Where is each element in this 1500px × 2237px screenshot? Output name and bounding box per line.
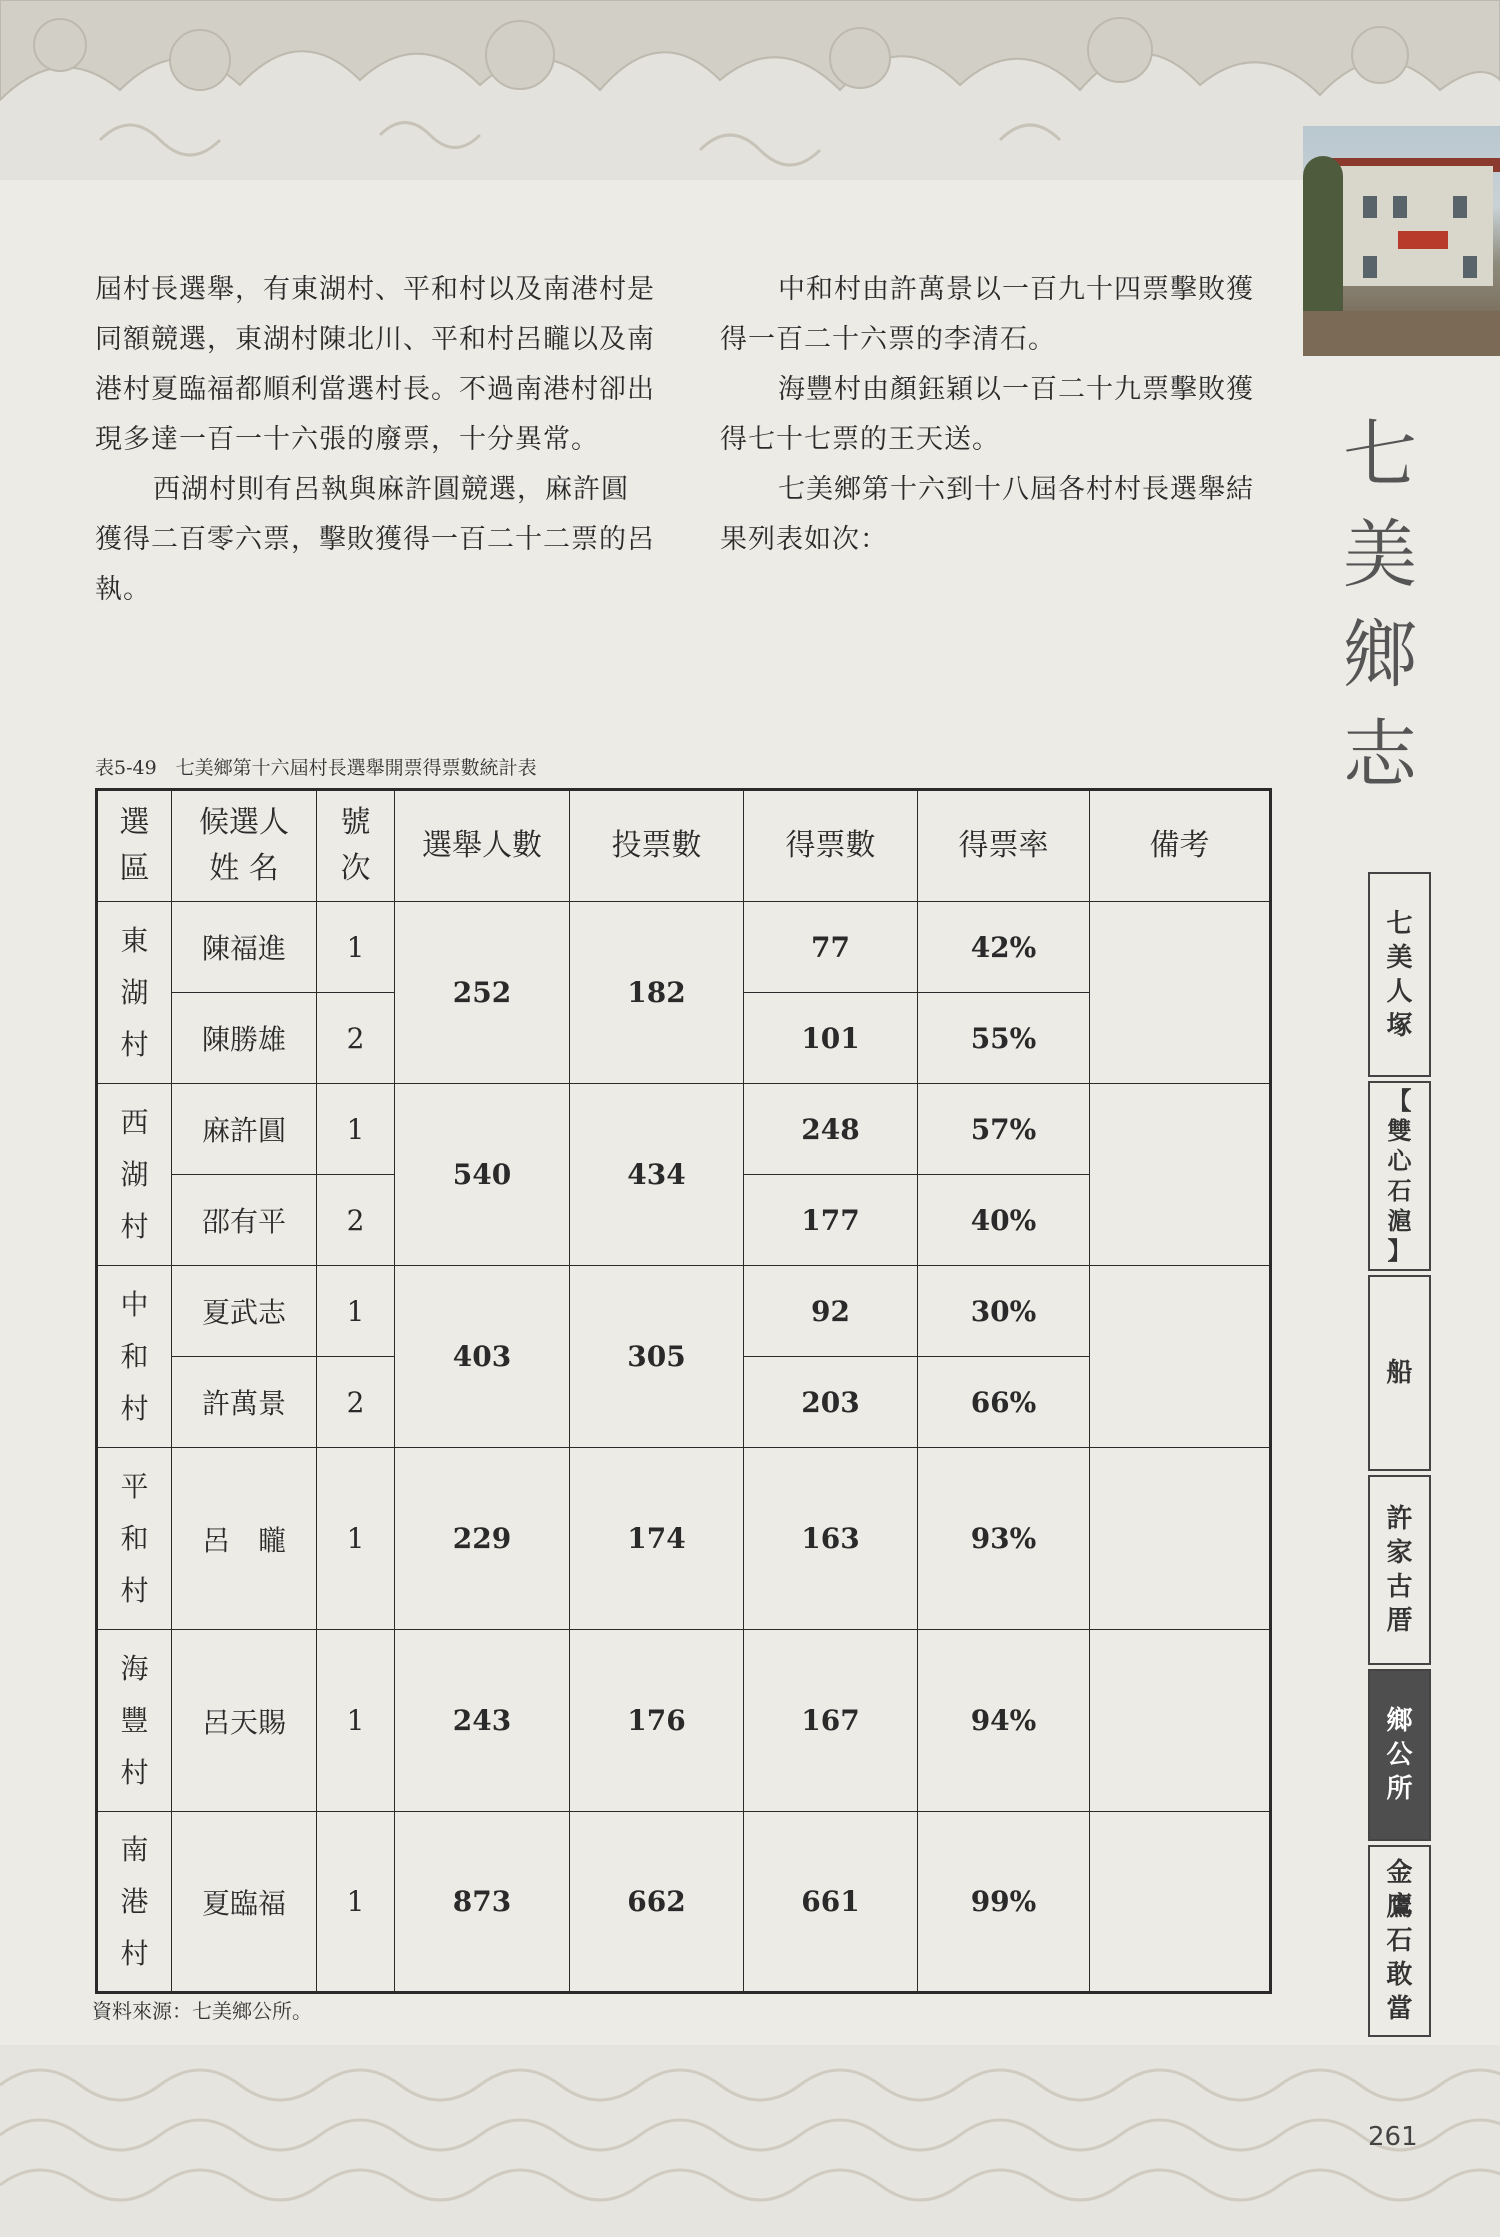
rate-cell: 94% (918, 1630, 1090, 1812)
candidate-name: 許萬景 (172, 1357, 317, 1448)
votes-cast-cell: 176 (570, 1630, 744, 1812)
election-results-table (95, 788, 1272, 1994)
electors-cell: 243 (395, 1630, 570, 1812)
book-title-char: 鄉 (1343, 612, 1417, 698)
candidate-name: 麻許圓 (172, 1084, 317, 1175)
candidate-name: 呂 矓 (172, 1448, 317, 1630)
rate-cell: 55% (918, 993, 1090, 1084)
votes-cast-cell: 182 (570, 902, 744, 1084)
wave-ornament-bottom (0, 2045, 1500, 2237)
candidate-number: 1 (317, 1630, 395, 1812)
rate-cell: 30% (918, 1266, 1090, 1357)
candidate-name: 夏武志 (172, 1266, 317, 1357)
candidate-name: 夏臨福 (172, 1812, 317, 1993)
header-electors: 選舉人數 (395, 790, 570, 902)
table-row (97, 1448, 1271, 1630)
table-row (97, 1266, 1271, 1357)
paragraph: 中和村由許萬景以一百九十四票擊敗獲得一百二十六票的李清石。 (720, 274, 1254, 355)
remarks-cell (1090, 1084, 1271, 1266)
votes-got-cell: 248 (744, 1084, 918, 1175)
chapter-tabs (1368, 872, 1431, 2041)
book-title (1325, 405, 1435, 805)
header-votes-got: 得票數 (744, 790, 918, 902)
votes-got-cell: 92 (744, 1266, 918, 1357)
candidate-name: 陳勝雄 (172, 993, 317, 1084)
cloud-ornament-top (0, 0, 1500, 180)
candidate-number: 1 (317, 1084, 395, 1175)
candidate-number: 1 (317, 1448, 395, 1630)
header-area: 選 區 (97, 790, 172, 902)
area-cell: 海 豐 村 (97, 1630, 172, 1812)
area-cell: 平 和 村 (97, 1448, 172, 1630)
tab-golden-eagle-stone[interactable]: 金 鷹 石 敢 當 (1368, 1845, 1431, 2037)
paragraph: 海豐村由顏鈺穎以一百二十九票擊敗獲得七十七票的王天送。 (720, 374, 1254, 455)
header-rate: 得票率 (918, 790, 1090, 902)
votes-got-cell: 163 (744, 1448, 918, 1630)
electors-cell: 540 (395, 1084, 570, 1266)
candidate-name: 呂天賜 (172, 1630, 317, 1812)
candidate-number: 1 (317, 1266, 395, 1357)
rate-cell: 42% (918, 902, 1090, 993)
votes-got-cell: 77 (744, 902, 918, 993)
header-number: 號 次 (317, 790, 395, 902)
paragraph: 七美鄉第十六到十八屆各村村長選舉結果列表如次： (720, 474, 1254, 555)
candidate-number: 1 (317, 1812, 395, 1993)
rate-cell: 40% (918, 1175, 1090, 1266)
votes-got-cell: 203 (744, 1357, 918, 1448)
page-number: 261 (1368, 2122, 1418, 2152)
votes-cast-cell: 305 (570, 1266, 744, 1448)
candidate-name: 邵有平 (172, 1175, 317, 1266)
paragraph: 屆村長選舉，有東湖村、平和村以及南港村是同額競選，東湖村陳北川、平和村呂矓以及南港村夏臨福都順利當選村長。不過南港村卻出現多達一百一十六張的廢票，十分異常。 (95, 274, 655, 455)
remarks-cell (1090, 1448, 1271, 1630)
area-cell: 西 湖 村 (97, 1084, 172, 1266)
table-row (97, 1084, 1271, 1175)
remarks-cell (1090, 1812, 1271, 1993)
header-votes-cast: 投票數 (570, 790, 744, 902)
electors-cell: 403 (395, 1266, 570, 1448)
votes-got-cell: 167 (744, 1630, 918, 1812)
header-candidate: 候選人 姓 名 (172, 790, 317, 902)
right-text-column (720, 265, 1280, 565)
rate-cell: 99% (918, 1812, 1090, 1993)
electors-cell: 873 (395, 1812, 570, 1993)
votes-got-cell: 177 (744, 1175, 918, 1266)
table-row (97, 1630, 1271, 1812)
votes-cast-cell: 174 (570, 1448, 744, 1630)
book-title-char: 志 (1343, 712, 1417, 798)
area-cell: 南 港 村 (97, 1812, 172, 1993)
table-caption: 表5-49 七美鄉第十六屆村長選舉開票得票數統計表 (95, 757, 537, 779)
candidate-number: 2 (317, 993, 395, 1084)
rate-cell: 66% (918, 1357, 1090, 1448)
votes-got-cell: 661 (744, 1812, 918, 1993)
township-office-photo (1303, 126, 1500, 356)
book-title-char: 美 (1343, 512, 1417, 598)
votes-cast-cell: 434 (570, 1084, 744, 1266)
tab-qimei-tomb[interactable]: 七 美 人 塚 (1368, 872, 1431, 1077)
table-row (97, 902, 1271, 993)
electors-cell: 229 (395, 1448, 570, 1630)
remarks-cell (1090, 1266, 1271, 1448)
table-row (97, 1812, 1271, 1993)
candidate-number: 2 (317, 1175, 395, 1266)
electors-cell: 252 (395, 902, 570, 1084)
area-cell: 中 和 村 (97, 1266, 172, 1448)
tab-xu-family-house[interactable]: 許 家 古 厝 (1368, 1475, 1431, 1665)
candidate-number: 2 (317, 1357, 395, 1448)
votes-got-cell: 101 (744, 993, 918, 1084)
area-cell: 東 湖 村 (97, 902, 172, 1084)
remarks-cell (1090, 1630, 1271, 1812)
rate-cell: 57% (918, 1084, 1090, 1175)
paragraph: 西湖村則有呂執與麻許圓競選，麻許圓獲得二百零六票，擊敗獲得一百二十二票的呂執。 (95, 474, 655, 605)
tab-double-heart-weir[interactable]: 【 雙 心 石 滬 】 (1368, 1081, 1431, 1271)
votes-cast-cell: 662 (570, 1812, 744, 1993)
header-remarks: 備考 (1090, 790, 1271, 902)
left-text-column (95, 265, 655, 615)
remarks-cell (1090, 902, 1271, 1084)
table-source-note: 資料來源：七美鄉公所。 (92, 1999, 312, 2023)
tab-township-office[interactable]: 鄉 公 所 (1368, 1669, 1431, 1841)
book-title-char: 七 (1343, 412, 1417, 498)
candidate-number: 1 (317, 902, 395, 993)
candidate-name: 陳福進 (172, 902, 317, 993)
rate-cell: 93% (918, 1448, 1090, 1630)
table-header-row (97, 790, 1271, 902)
tab-boat[interactable]: 船 (1368, 1275, 1431, 1471)
